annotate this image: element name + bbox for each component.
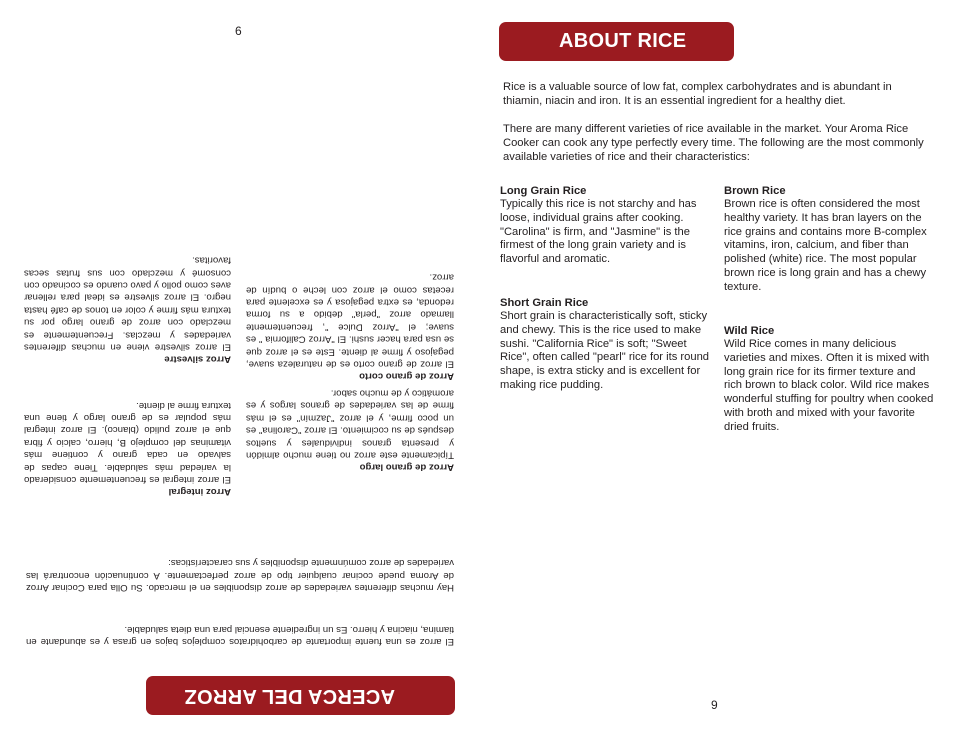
- page-number-right: 9: [711, 698, 718, 712]
- section-text: Typically this rice is not starchy and has loose, individual grains after cooking. "Carolina" is firm, and "Jasmine" is the firmest of the long grain variety and is flavorful and aromatic.: [500, 198, 697, 266]
- section-es-silvestre: [24, 253, 231, 364]
- banner-title-es: ACERCA DEL ARROZ: [184, 685, 395, 707]
- intro-paragraph-1: Rice is a valuable source of low fat, complex carbohydrates and is abundant in thiamin, niacin and iron. It is an essential ingredient for a healthy diet.: [503, 81, 892, 107]
- section-heading: Short Grain Rice: [500, 297, 589, 309]
- right-page-english: [477, 0, 954, 738]
- intro-paragraph-es-2: Hay muchas diferentes variedades de arroz disponibles en el mercado. Su Olla para Cocinar Arroz de Aroma puede cocinar cualquier tipo de arroz perfectamente. A continuación encontrará las variedades de arroz comúnmente disponibles y sus características:: [26, 557, 454, 594]
- section-long-grain-rice: [500, 184, 710, 267]
- section-heading-es: Arroz de grano largo: [359, 461, 454, 473]
- section-text-es: Típicamente este arroz no tiene mucho almidón y presenta granos individuales y sueltos después de su cocimiento. El arroz "Carolina" es un poco firme, y el arroz "Jazmín" es el más firme de las variedades de granos largos y es aromático y de mucho sabor.: [246, 387, 454, 461]
- section-brown-rice: [724, 184, 934, 295]
- section-heading: Long Grain Rice: [500, 185, 587, 197]
- section-text-es: El arroz integral es frecuentemente considerado la variedad más saludable. Tiene capas de salvado en cada grano y contiene más vitaminas del complejo B, hierro, calcio y fibra que el arroz pulido (blanco). El arroz integral más popular es de grano largo y tiene una textura firme al diente.: [24, 399, 231, 485]
- section-es-grano-largo: [246, 386, 454, 472]
- section-heading-es: Arroz integral: [168, 485, 231, 497]
- section-heading-es: Arroz de grano corto: [359, 370, 454, 382]
- section-text-es: El arroz de grano corto es de naturaleza suave, pegajoso y firme al diente. Este es el arroz que se usa para hacer sushi. El "Arroz California " es suave; el "Arroz Dulce ", frecuentemente llamado arroz "perla" debido a su forma redonda, es extra pegajosa y es excelente para recetas como el arroz con leche o budín de arroz.: [246, 271, 454, 370]
- section-short-grain-rice: [500, 296, 710, 393]
- section-text-es: El arroz silvestre viene en muchas diferentes variedades y mezclas. Frecuentemente es mezclado con arroz de grano largo por su textura más firme y color en tonos de café hasta negro. El arroz silvestre es ideal para rellenar aves como pollo y pavo cuando es cocinado con consomé y mezclado con sus frutas secas favoritas.: [24, 254, 231, 353]
- section-heading: Brown Rice: [724, 185, 786, 197]
- banner-acerca-del-arroz: [146, 676, 455, 715]
- section-text: Wild Rice comes in many delicious varieties and mixes. Often it is mixed with long grain rice for its firmer texture and rich brown to black color. Wild rice makes wonderful stuffing for poultry when cooked with broth and mixed with your favorite dried fruits.: [724, 338, 934, 433]
- banner-title: ABOUT RICE: [559, 30, 687, 52]
- section-wild-rice: [724, 324, 934, 435]
- section-es-integral: [24, 398, 231, 497]
- page-number-left: 6: [235, 24, 242, 38]
- section-heading-es: Arroz silvestre: [164, 353, 231, 365]
- section-text: Brown rice is often considered the most healthy variety. It has bran layers on the rice grains and contains more B-complex vitamins, iron, calcium, and fiber than polished (white) rice. The most popular brown rice is long grain and has a chewy texture.: [724, 198, 927, 293]
- section-text: Short grain is characteristically soft, sticky and chewy. This is the rice used to make sushi. "California Rice" is soft; "Sweet Rice", often called "pearl" rice for its round shape, is extra sticky and is excellent for making rice pudding.: [500, 310, 710, 391]
- intro-paragraph-2: There are many different varieties of rice available in the market. Your Aroma Rice Cooker can cook any type perfectly every time. The following are the most commonly available varieties of rice and their characteristics:: [503, 123, 924, 163]
- section-es-grano-corto: [246, 270, 454, 381]
- banner-about-rice: [499, 22, 734, 61]
- intro-paragraph-es-1: El arroz es una fuente importante de carbohidratos complejos bajos en grasa y es abundante en tiamina, niacina y hierro. Es un ingrediente esencial para una dieta saludable.: [26, 623, 454, 647]
- section-heading: Wild Rice: [724, 325, 775, 337]
